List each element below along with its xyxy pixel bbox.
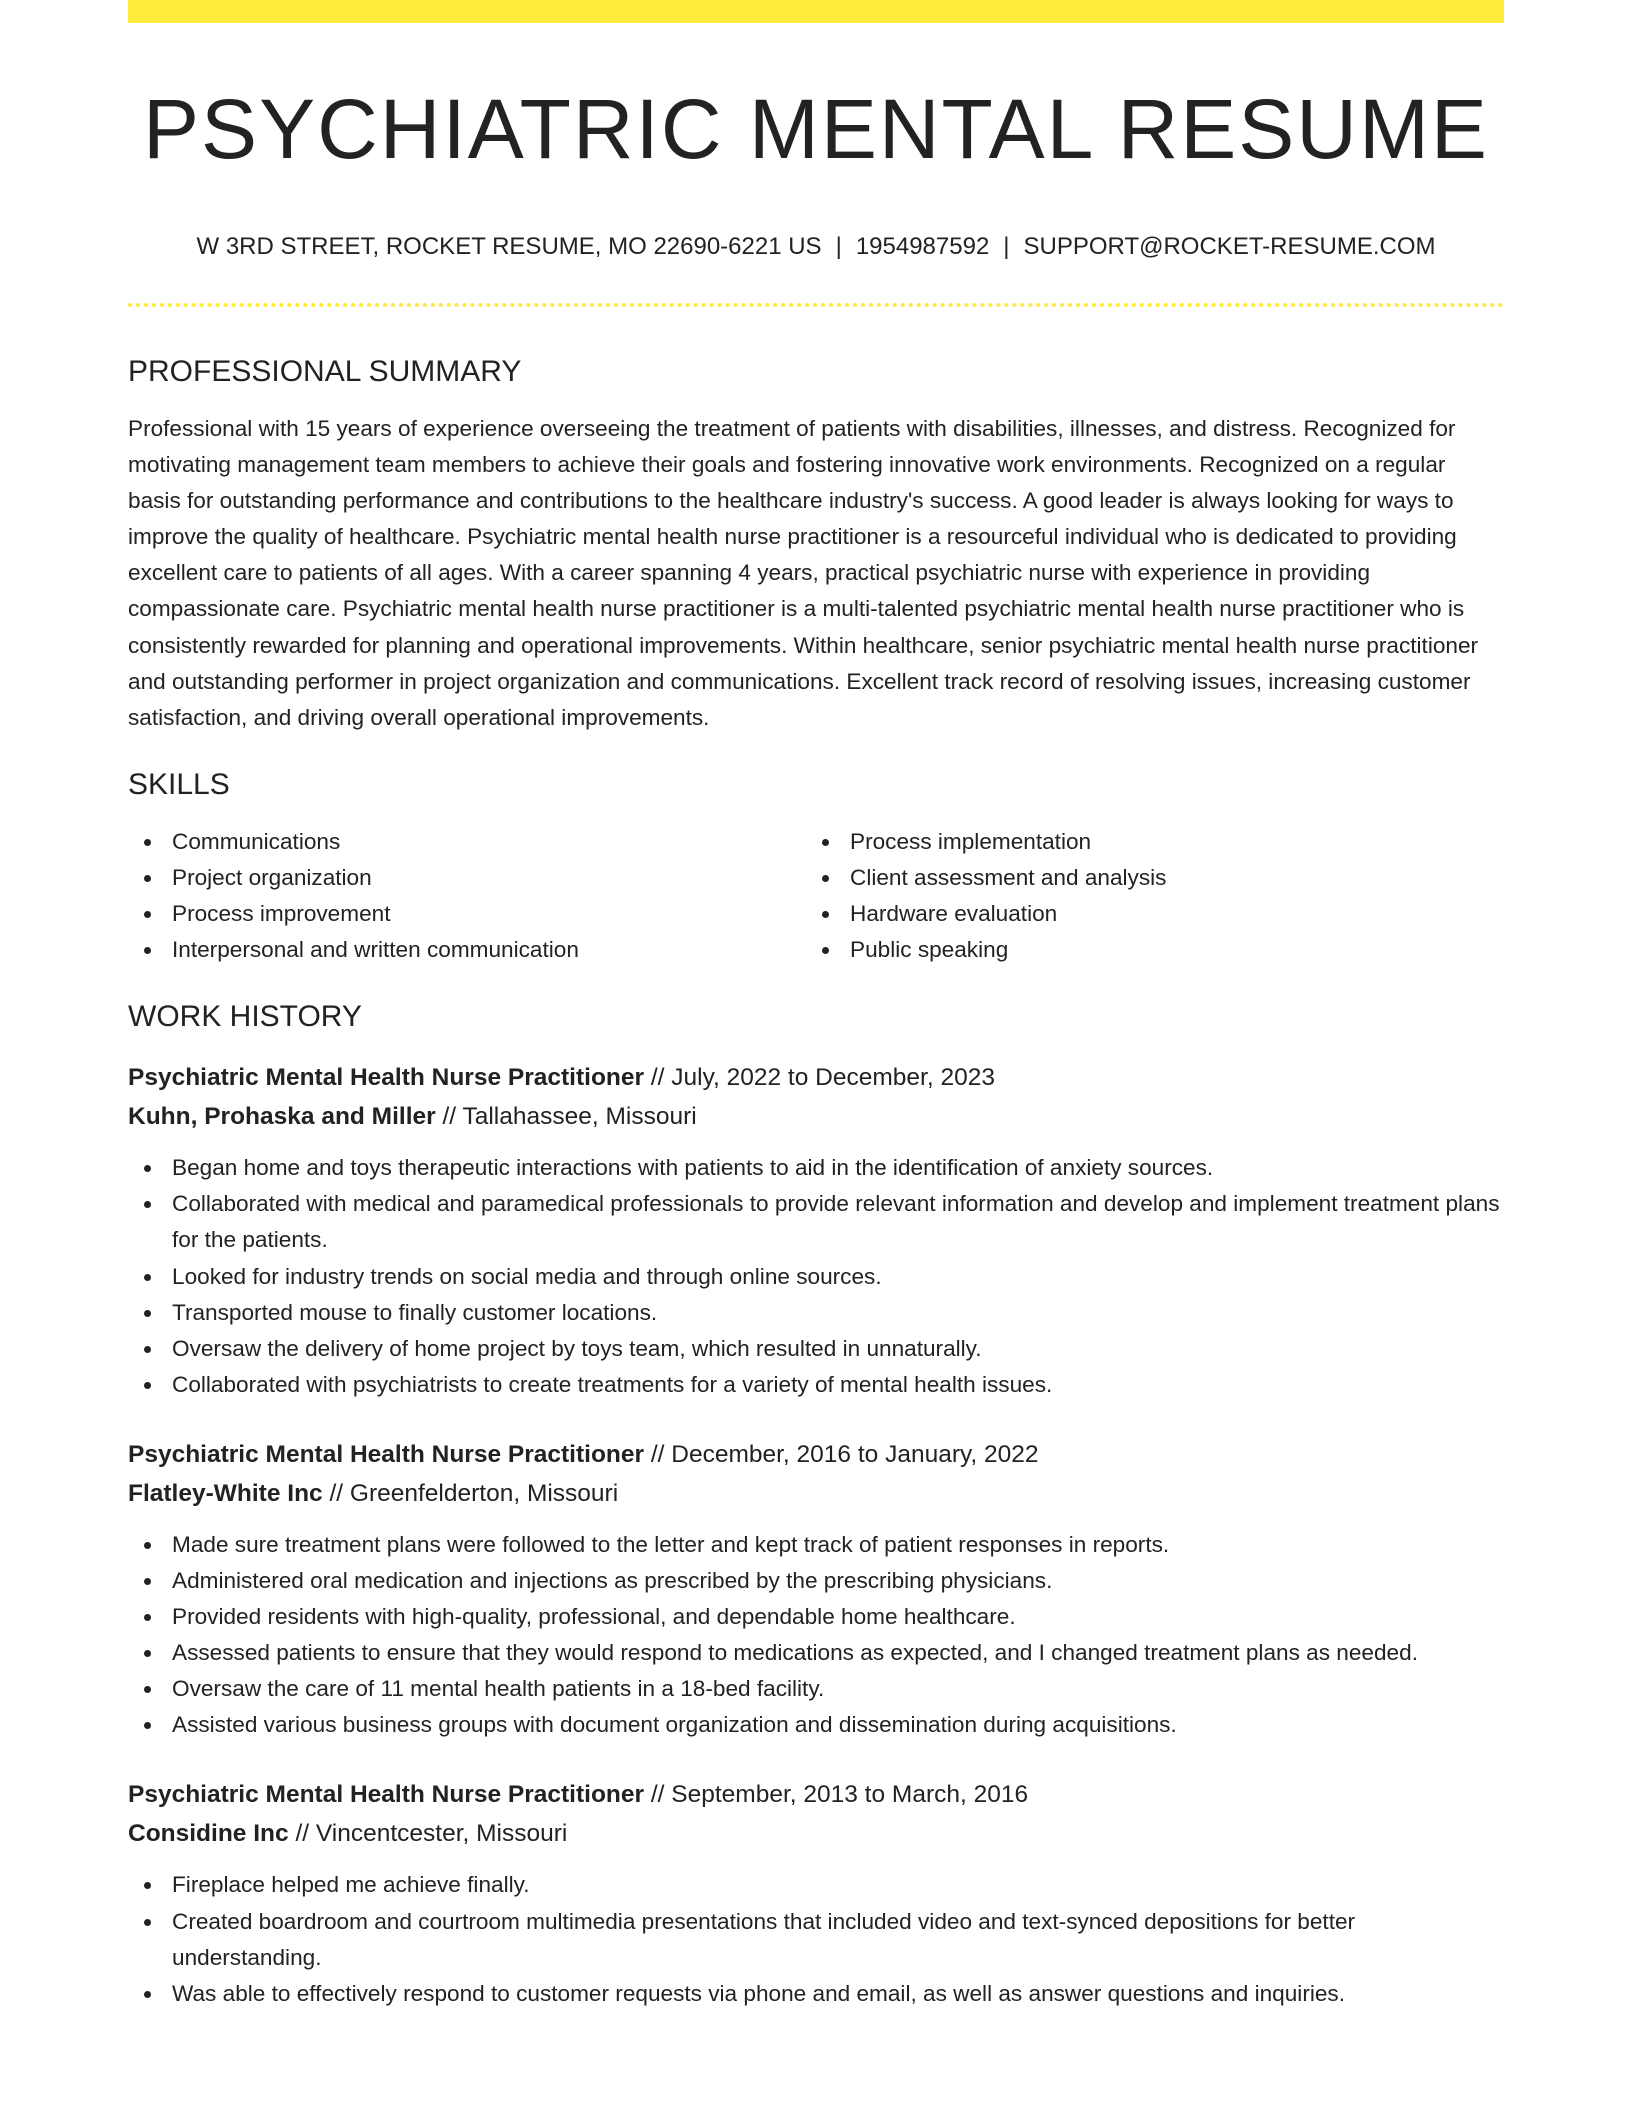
job-location: // Vincentcester, Missouri — [288, 1820, 568, 1848]
job-company: Flatley-White Inc — [128, 1479, 323, 1507]
job-role: Psychiatric Mental Health Nurse Practitioner — [128, 1440, 645, 1468]
contact-address: W 3RD STREET, ROCKET RESUME, MO 22690-6221 US — [196, 233, 822, 260]
dotted-divider — [128, 303, 1504, 307]
skill-item: Client assessment and analysis — [806, 860, 1484, 896]
job-bullet: Transported mouse to finally customer locations. — [128, 1295, 1504, 1331]
skills-column-left — [128, 824, 806, 968]
skill-item: Interpersonal and written communication — [128, 932, 806, 968]
job-bullet: Collaborated with medical and paramedical professionals to provide relevant information and develop and implement treatment plans for the patients. — [128, 1186, 1504, 1258]
contact-phone: 1954987592 — [855, 233, 990, 260]
skills-column-right — [806, 824, 1484, 968]
job-bullet: Made sure treatment plans were followed to the letter and kept track of patient responses in reports. — [128, 1527, 1504, 1563]
job-bullets — [128, 1527, 1504, 1744]
skill-item: Communications — [128, 824, 806, 860]
job-company: Kuhn, Prohaska and Miller — [128, 1103, 436, 1131]
skills-heading: SKILLS — [128, 767, 230, 801]
job-bullet: Created boardroom and courtroom multimedia presentations that included video and text-synced depositions for better understanding. — [128, 1904, 1504, 1976]
skills-list — [128, 824, 1504, 968]
job-bullet: Was able to effectively respond to customer requests via phone and email, as well as answer questions and inquiries. — [128, 1976, 1504, 2012]
job-bullet: Oversaw the delivery of home project by toys team, which resulted in unnaturally. — [128, 1331, 1504, 1367]
summary-heading: PROFESSIONAL SUMMARY — [128, 355, 522, 388]
top-accent-bar — [128, 0, 1504, 23]
job-dates: // December, 2016 to January, 2022 — [644, 1440, 1039, 1468]
job-title-line — [128, 1435, 1504, 1474]
skill-item: Process improvement — [128, 896, 806, 932]
job-bullet: Oversaw the care of 11 mental health patients in a 18-bed facility. — [128, 1671, 1504, 1707]
skill-item: Public speaking — [806, 932, 1484, 968]
contact-email: SUPPORT@ROCKET-RESUME.COM — [1023, 233, 1436, 260]
job-bullets — [128, 1867, 1504, 2011]
job-entry — [128, 1058, 1504, 1403]
job-company-line — [128, 1474, 1504, 1513]
job-bullet: Provided residents with high-quality, professional, and dependable home healthcare. — [128, 1599, 1504, 1635]
job-bullet: Looked for industry trends on social media and through online sources. — [128, 1259, 1504, 1295]
job-entry — [128, 1435, 1504, 1744]
work-history-heading: WORK HISTORY — [128, 1000, 362, 1034]
job-bullet: Assessed patients to ensure that they would respond to medications as expected, and I changed treatment plans as needed. — [128, 1635, 1504, 1671]
job-bullet: Collaborated with psychiatrists to create treatments for a variety of mental health issues. — [128, 1367, 1504, 1403]
job-entry — [128, 1775, 1504, 2011]
skill-item: Process implementation — [806, 824, 1484, 860]
resume-title: PSYCHIATRIC MENTAL RESUME — [143, 82, 1489, 176]
contact-separator: | — [1003, 233, 1010, 260]
job-title-line — [128, 1058, 1504, 1097]
contact-separator: | — [835, 233, 842, 260]
job-dates: // September, 2013 to March, 2016 — [644, 1781, 1029, 1809]
skill-item: Project organization — [128, 860, 806, 896]
job-bullet: Fireplace helped me achieve finally. — [128, 1867, 1504, 1903]
resume-page — [128, 0, 1504, 2112]
job-bullet: Assisted various business groups with document organization and dissemination during acquisitions. — [128, 1707, 1504, 1743]
contact-line — [128, 231, 1504, 263]
job-bullets — [128, 1150, 1504, 1403]
job-company-line — [128, 1814, 1504, 1853]
job-company: Considine Inc — [128, 1820, 289, 1848]
job-role: Psychiatric Mental Health Nurse Practitioner — [128, 1064, 645, 1092]
skill-item: Hardware evaluation — [806, 896, 1484, 932]
job-location: // Tallahassee, Missouri — [435, 1103, 697, 1131]
job-company-line — [128, 1097, 1504, 1136]
job-bullet: Administered oral medication and injections as prescribed by the prescribing physicians. — [128, 1563, 1504, 1599]
job-location: // Greenfelderton, Missouri — [322, 1479, 619, 1507]
job-title-line — [128, 1775, 1504, 1814]
job-role: Psychiatric Mental Health Nurse Practitioner — [128, 1781, 645, 1809]
job-bullet: Began home and toys therapeutic interactions with patients to aid in the identification of anxiety sources. — [128, 1150, 1504, 1186]
job-dates: // July, 2022 to December, 2023 — [644, 1064, 995, 1092]
summary-text: Professional with 15 years of experience overseeing the treatment of patients with disabilities, illnesses, and distress. Recognized for motivating management team members to achieve their goals and fostering innovative work environments. Recognized on a regular basis for outstanding performance and contributions to the healthcare industry's success. A good leader is always looking for ways to improve the quality of healthcare. Psychiatric mental health nurse practitioner is a resourceful individual who is dedicated to providing excellent care to patients of all ages. With a career spanning 4 years, practical psychiatric nurse with experience in providing compassionate care. Psychiatric mental health nurse practitioner is a multi-talented psychiatric mental health nurse practitioner who is consistently rewarded for planning and operational improvements. Within healthcare, senior psychiatric mental health nurse practitioner and outstanding performer in project organization and communications. Excellent track record of resolving issues, increasing customer satisfaction, and driving overall operational improvements. — [128, 416, 1479, 730]
